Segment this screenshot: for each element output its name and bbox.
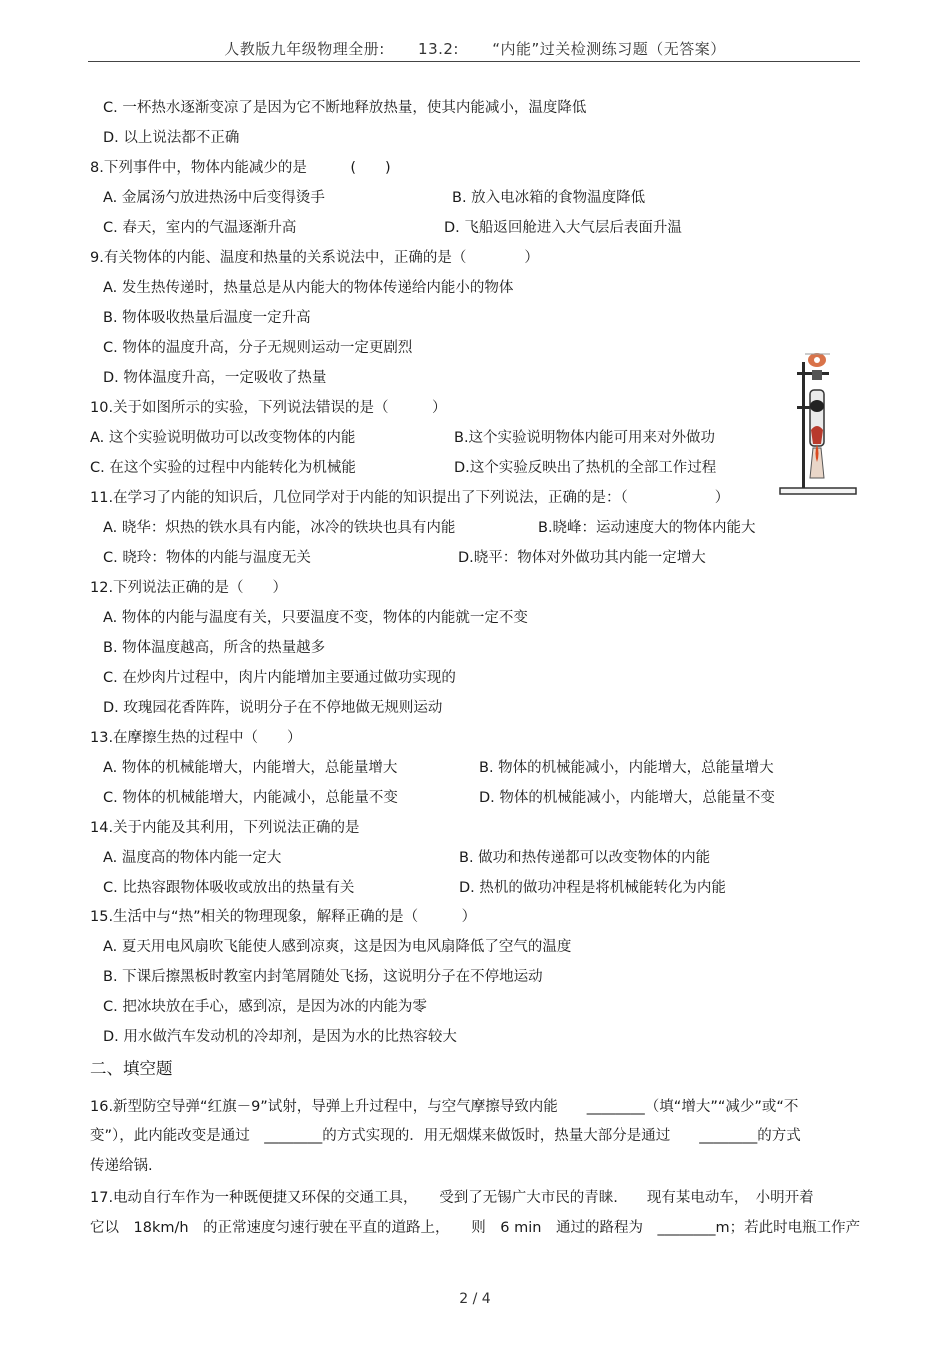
option-line: A. 发生热传递时，热量总是从内能大的物体传递给内能小的物体: [103, 280, 514, 296]
option-line: B. 下课后擦黑板时教室内封笔屑随处飞扬，这说明分子在不停地运动: [103, 969, 543, 985]
option-line: D. 以上说法都不正确: [103, 130, 240, 146]
option-line: D. 热机的做功冲程是将机械能转化为内能: [459, 880, 726, 896]
header-book: 人教版九年级物理全册:: [224, 40, 385, 58]
option-line: D.晓平：物体对外做功其内能一定增大: [458, 550, 706, 566]
question-stem: 16.新型防空导弹“红旗－9”试射，导弹上升过程中，与空气摩擦导致内能 ________（填“增大”“减少”或“不: [90, 1099, 799, 1115]
option-line: D. 飞船返回舱进入大气层后表面升温: [444, 220, 682, 236]
question-stem: 10.关于如图所示的实验，下列说法错误的是（ ）: [90, 400, 447, 416]
question-stem: 17.电动自行车作为一种既便捷又环保的交通工具， 受到了无锡广大市民的青睐. 现有某电动车， 小明开着: [90, 1190, 814, 1206]
page-number: 2 / 4: [459, 1291, 491, 1307]
option-line: B. 物体温度越高，所含的热量越多: [103, 640, 326, 656]
option-line: D.这个实验反映出了热机的全部工作过程: [454, 460, 717, 476]
option-line: D. 玫瑰园花香阵阵，说明分子在不停地做无规则运动: [103, 700, 443, 716]
option-line: A. 夏天用电风扇吹飞能使人感到凉爽，这是因为电风扇降低了空气的温度: [103, 939, 572, 955]
page-header: [0, 38, 950, 59]
option-line: B.这个实验说明物体内能可用来对外做功: [454, 430, 716, 446]
option-line: A. 物体的机械能增大，内能增大，总能量增大: [103, 760, 398, 776]
option-line: C. 物体的温度升高，分子无规则运动一定更剧烈: [103, 340, 413, 356]
question-stem: 8.下列事件中，物体内能减少的是 ( ): [90, 160, 391, 176]
option-line: B. 物体吸收热量后温度一定升高: [103, 310, 311, 326]
option-line: B. 物体的机械能减小，内能增大，总能量增大: [479, 760, 774, 776]
question-stem: 13.在摩擦生热的过程中（ ）: [90, 730, 302, 746]
question-stem: 9.有关物体的内能、温度和热量的关系说法中，正确的是（ ）: [90, 250, 539, 266]
option-line: A. 温度高的物体内能一定大: [103, 850, 282, 866]
option-line: B. 放入电冰箱的食物温度降低: [452, 190, 646, 206]
section-heading: 二、填空题: [90, 1059, 173, 1078]
option-line: B. 做功和热传递都可以改变物体的内能: [459, 850, 711, 866]
question-stem: 变”），此内能改变是通过 ________的方式实现的．用无烟煤来做饭时，热量大部分是通过 ________的方式: [90, 1128, 801, 1144]
question-stem: 15.生活中与“热”相关的物理现象，解释正确的是（ ）: [90, 909, 477, 925]
question-stem: 传递给锅.: [90, 1158, 153, 1174]
option-line: A. 金属汤勺放进热汤中后变得烫手: [103, 190, 325, 206]
option-line: C. 一杯热水逐渐变凉了是因为它不断地释放热量，使其内能减小，温度降低: [103, 100, 587, 116]
option-line: D. 物体温度升高，一定吸收了热量: [103, 370, 327, 386]
question-stem: 它以 18km/h 的正常速度匀速行驶在平直的道路上， 则 6 min 通过的路程为 ________m；若此时电瓶工作产: [90, 1220, 861, 1236]
option-line: B.晓峰：运动速度大的物体内能大: [538, 520, 756, 536]
question-stem: 14.关于内能及其利用，下列说法正确的是: [90, 820, 360, 836]
option-line: C. 把冰块放在手心，感到凉，是因为冰的内能为零: [103, 999, 427, 1015]
header-rule: [88, 61, 860, 62]
option-line: C. 晓玲：物体的内能与温度无关: [103, 550, 311, 566]
option-line: C. 在炒肉片过程中，肉片内能增加主要通过做功实现的: [103, 670, 456, 686]
header-section: 13.2:: [418, 40, 459, 58]
option-line: D. 物体的机械能减小，内能增大，总能量不变: [479, 790, 775, 806]
header-title: “内能”过关检测练习题（无答案）: [492, 40, 726, 58]
option-line: D. 用水做汽车发动机的冷却剂，是因为水的比热容较大: [103, 1029, 457, 1045]
option-line: C. 春天，室内的气温逐渐升高: [103, 220, 297, 236]
question-stem: 11.在学习了内能的知识后，几位同学对于内能的知识提出了下列说法，正确的是：（ ）: [90, 490, 730, 506]
experiment-apparatus-figure: [772, 348, 858, 498]
question-stem: 12.下列说法正确的是（ ）: [90, 580, 288, 596]
option-line: C. 比热容跟物体吸收或放出的热量有关: [103, 880, 355, 896]
option-line: C. 物体的机械能增大，内能减小，总能量不变: [103, 790, 398, 806]
option-line: A. 晓华：炽热的铁水具有内能，冰冷的铁块也具有内能: [103, 520, 456, 536]
option-line: A. 这个实验说明做功可以改变物体的内能: [90, 430, 356, 446]
option-line: A. 物体的内能与温度有关，只要温度不变，物体的内能就一定不变: [103, 610, 528, 626]
option-line: C. 在这个实验的过程中内能转化为机械能: [90, 460, 356, 476]
